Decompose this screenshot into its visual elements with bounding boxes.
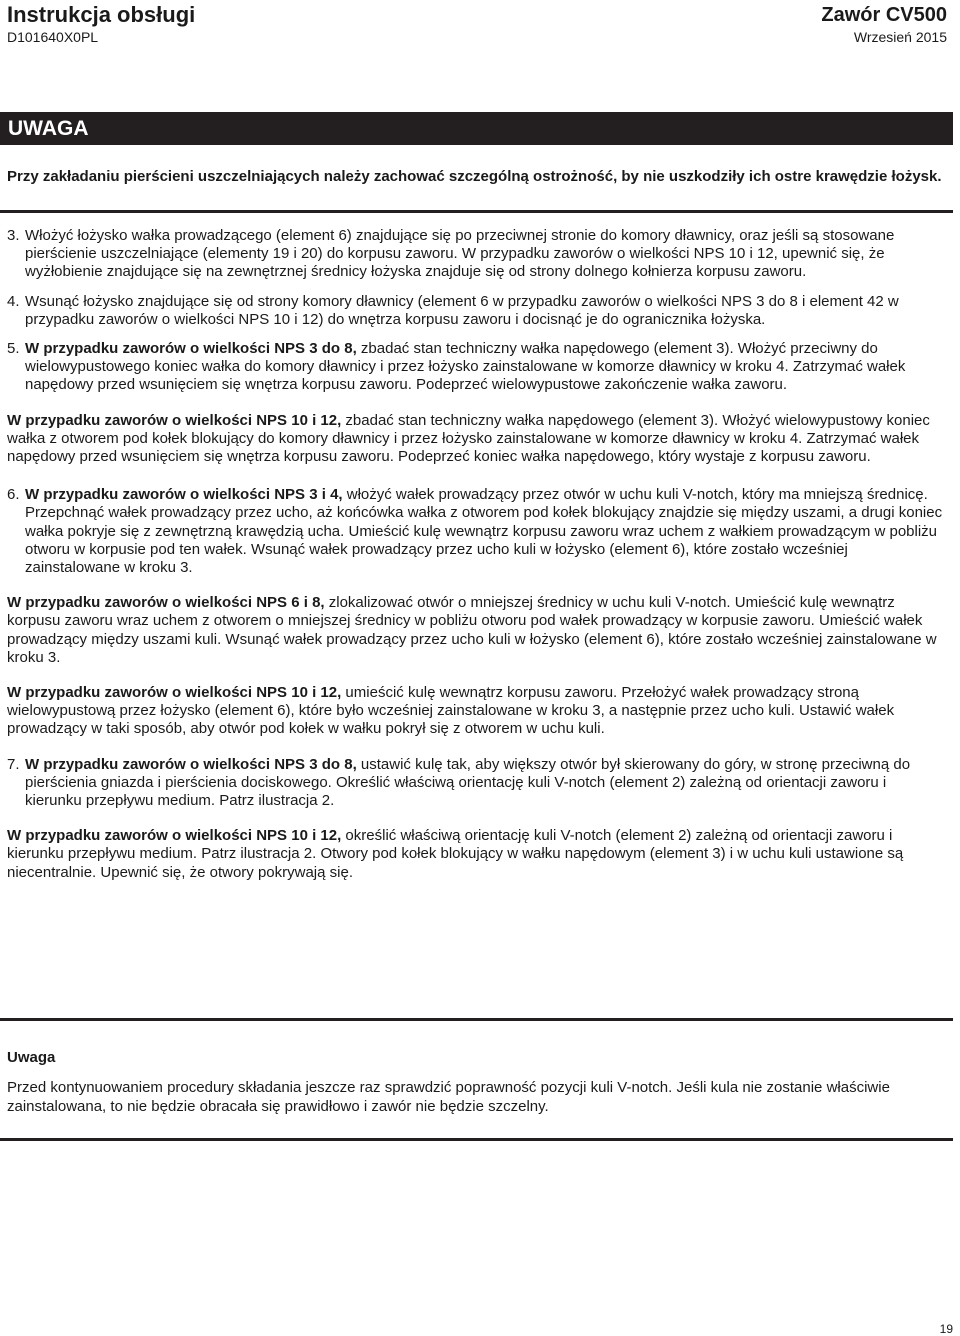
note-title: Uwaga — [7, 1049, 56, 1066]
step-condition: W przypadku zaworów o wielkości NPS 3 do 8, — [25, 755, 357, 773]
step-instruction: umieścić kulę wewnątrz korpusu zaworu. Przełożyć wałek prowadzący stroną wielowypustową przez łożysko (element 6), które było wcześniej zainstalowane w kroku 3, a następnie przez ucho kuli. Ustawić wałek prowadzący w taki sposób, aby otwór pod kołek w wałku pokrył się z otworem w uchu kuli. — [7, 684, 895, 738]
step-instruction: zlokalizować otwór o mniejszej średnicy w uchu kuli V-notch. Umieścić kulę wewnątrz korpusu zaworu wraz uchem z otworem o mniejszej średnicy w pobliżu otworu pod wałek prowadzący w korpusie zaworu. Umieścić wałek prowadzący między uszami kuli. Wsunąć wałek prowadzący przez ucho kuli w łożysko (element 6), które zostało wcześniej zainstalowane w kroku 3. — [7, 594, 937, 666]
step-text — [25, 756, 947, 811]
procedure-steps — [7, 227, 947, 882]
step-text: Włożyć łożysko wałka prowadzącego (element 6) znajdujące się po przeciwnej stronie do komory dławnicy, oraz jeśli są stosowane pierścienie uszczelniające (elementy 19 i 20) do korpusu zaworu. W przypadku zaworów o wielkości NPS 10 i 12, upewnić się, że wyżłobienie znajdujące się na zewnętrznej średnicy łożyska znajduje się od strony dolnego kołnierza korpusu zaworu. — [25, 227, 895, 281]
page-number: 19 — [939, 1322, 953, 1336]
step-condition: W przypadku zaworów o wielkości NPS 10 i 12, — [7, 684, 342, 702]
step-4 — [7, 293, 947, 329]
step-5-paragraph-b — [7, 412, 947, 467]
step-7-paragraph-b — [7, 827, 947, 882]
manual-title: Instrukcja obsługi — [7, 2, 196, 27]
note-bottom-rule — [0, 1138, 953, 1141]
step-number: 6. — [7, 486, 20, 504]
step-6-paragraph-c — [7, 684, 947, 739]
step-condition: W przypadku zaworów o wielkości NPS 3 do 8, — [25, 340, 357, 358]
step-instruction: zbadać stan techniczny wałka napędowego (element 3). Włożyć przeciwny do wielowypustowego koniec wałka do komory dławnicy i przez łożysko zainstalowane w komorze dławnicy w kroku 4. Zatrzymać wałek napędowy przed wsunięciem się wnętrza korpusu zaworu. Podeprzeć wielowypustowe zakończenie wałka zaworu. — [25, 340, 906, 394]
step-6 — [7, 486, 947, 577]
note-text: Przed kontynuowaniem procedury składania jeszcze raz sprawdzić poprawność pozycji kuli V-notch. Jeśli kula nie zostanie właściwie zainstalowana, to nie będzie obracała się prawidłowo i zawór nie będzie szczelny. — [7, 1079, 890, 1115]
step-6-paragraph-b — [7, 594, 947, 667]
step-instruction: zbadać stan techniczny wałka napędowego (element 3). Włożyć wielowypustowy koniec wałka z otworem pod kołek blokujący do komory dławnicy i przez łożysko zainstalowane w komorze dławnicy w kroku 4. Zatrzymać wałek napędowy przed wsunięciem się wnętrza korpusu zaworu. Podeprzeć koniec wałka napędowego, który wystaje z korpusu zaworu. — [7, 411, 930, 466]
note-top-rule — [0, 1018, 953, 1021]
step-instruction: ustawić kulę tak, aby większy otwór był skierowany do góry, w stronę przeciwną do pierścienia gniazda i pierścienia dociskowego. Określić właściwą orientację kuli V-notch (element 2) zależną od orientacji zaworu i kierunku przepływu medium. Patrz ilustracja 2. — [25, 755, 911, 810]
header-left — [7, 2, 195, 46]
step-number: 5. — [7, 340, 20, 358]
header-right — [821, 2, 947, 46]
step-3 — [7, 227, 947, 282]
document-code: D101640X0PL — [7, 29, 99, 45]
product-model: Zawór CV500 — [821, 4, 947, 26]
warning-text: Przy zakładaniu pierścieni uszczelniających należy zachować szczególną ostrożność, by nie uszkodziły ich ostre krawędzie łożysk. — [7, 168, 942, 185]
step-instruction: włożyć wałek prowadzący przez otwór w uchu kuli V-notch, który ma mniejszą średnicę. Przepchnąć wałek prowadzący przez ucho, aż końcówka wałka z otworem pod kołek blokujący znajdzie się między uszami, a drugi koniec wałka pokryje się z zewnętrzną krawędzią ucha. Umieścić kulę wewnątrz korpusu zaworu wraz uchem z wałkiem prowadzącym w pobliżu otworu w korpusie pod ten wałek. Wsunąć wałek prowadzący przez ucho kuli w łożysko (element 6), które zostało wcześniej zainstalowane w kroku 3. — [25, 486, 943, 577]
step-condition: W przypadku zaworów o wielkości NPS 10 i 12, — [7, 411, 342, 429]
step-condition: W przypadku zaworów o wielkości NPS 3 i 4, — [25, 486, 343, 504]
step-number: 4. — [7, 292, 20, 310]
step-condition: W przypadku zaworów o wielkości NPS 6 i 8, — [7, 594, 325, 612]
publication-date: Wrzesień 2015 — [853, 29, 947, 45]
step-text — [25, 486, 947, 577]
step-instruction: określić właściwą orientację kuli V-notch (element 2) zależną od orientacji zaworu i kierunku przepływu medium. Patrz ilustracja 2. Otwory pod kołek blokujący w wałku napędowym (element 3) i w uchu kuli ustawione są niecentralnie. Upewnić się, że otwory pokrywają się. — [7, 827, 904, 881]
step-number: 3. — [7, 227, 20, 244]
warning-banner: UWAGA — [0, 112, 953, 145]
step-text — [25, 340, 947, 395]
step-text: Wsunąć łożysko znajdujące się od strony komory dławnicy (element 6 w przypadku zaworów o wielkości NPS 3 do 8 i element 42 w przypadku zaworów o wielkości NPS 10 i 12) do wnętrza korpusu zaworu i docisnąć je do ogranicznika łożyska. — [25, 292, 899, 328]
step-condition: W przypadku zaworów o wielkości NPS 10 i 12, — [7, 827, 342, 845]
warning-bottom-rule — [0, 210, 953, 213]
step-5 — [7, 340, 947, 395]
step-7 — [7, 756, 947, 811]
step-number: 7. — [7, 755, 20, 773]
